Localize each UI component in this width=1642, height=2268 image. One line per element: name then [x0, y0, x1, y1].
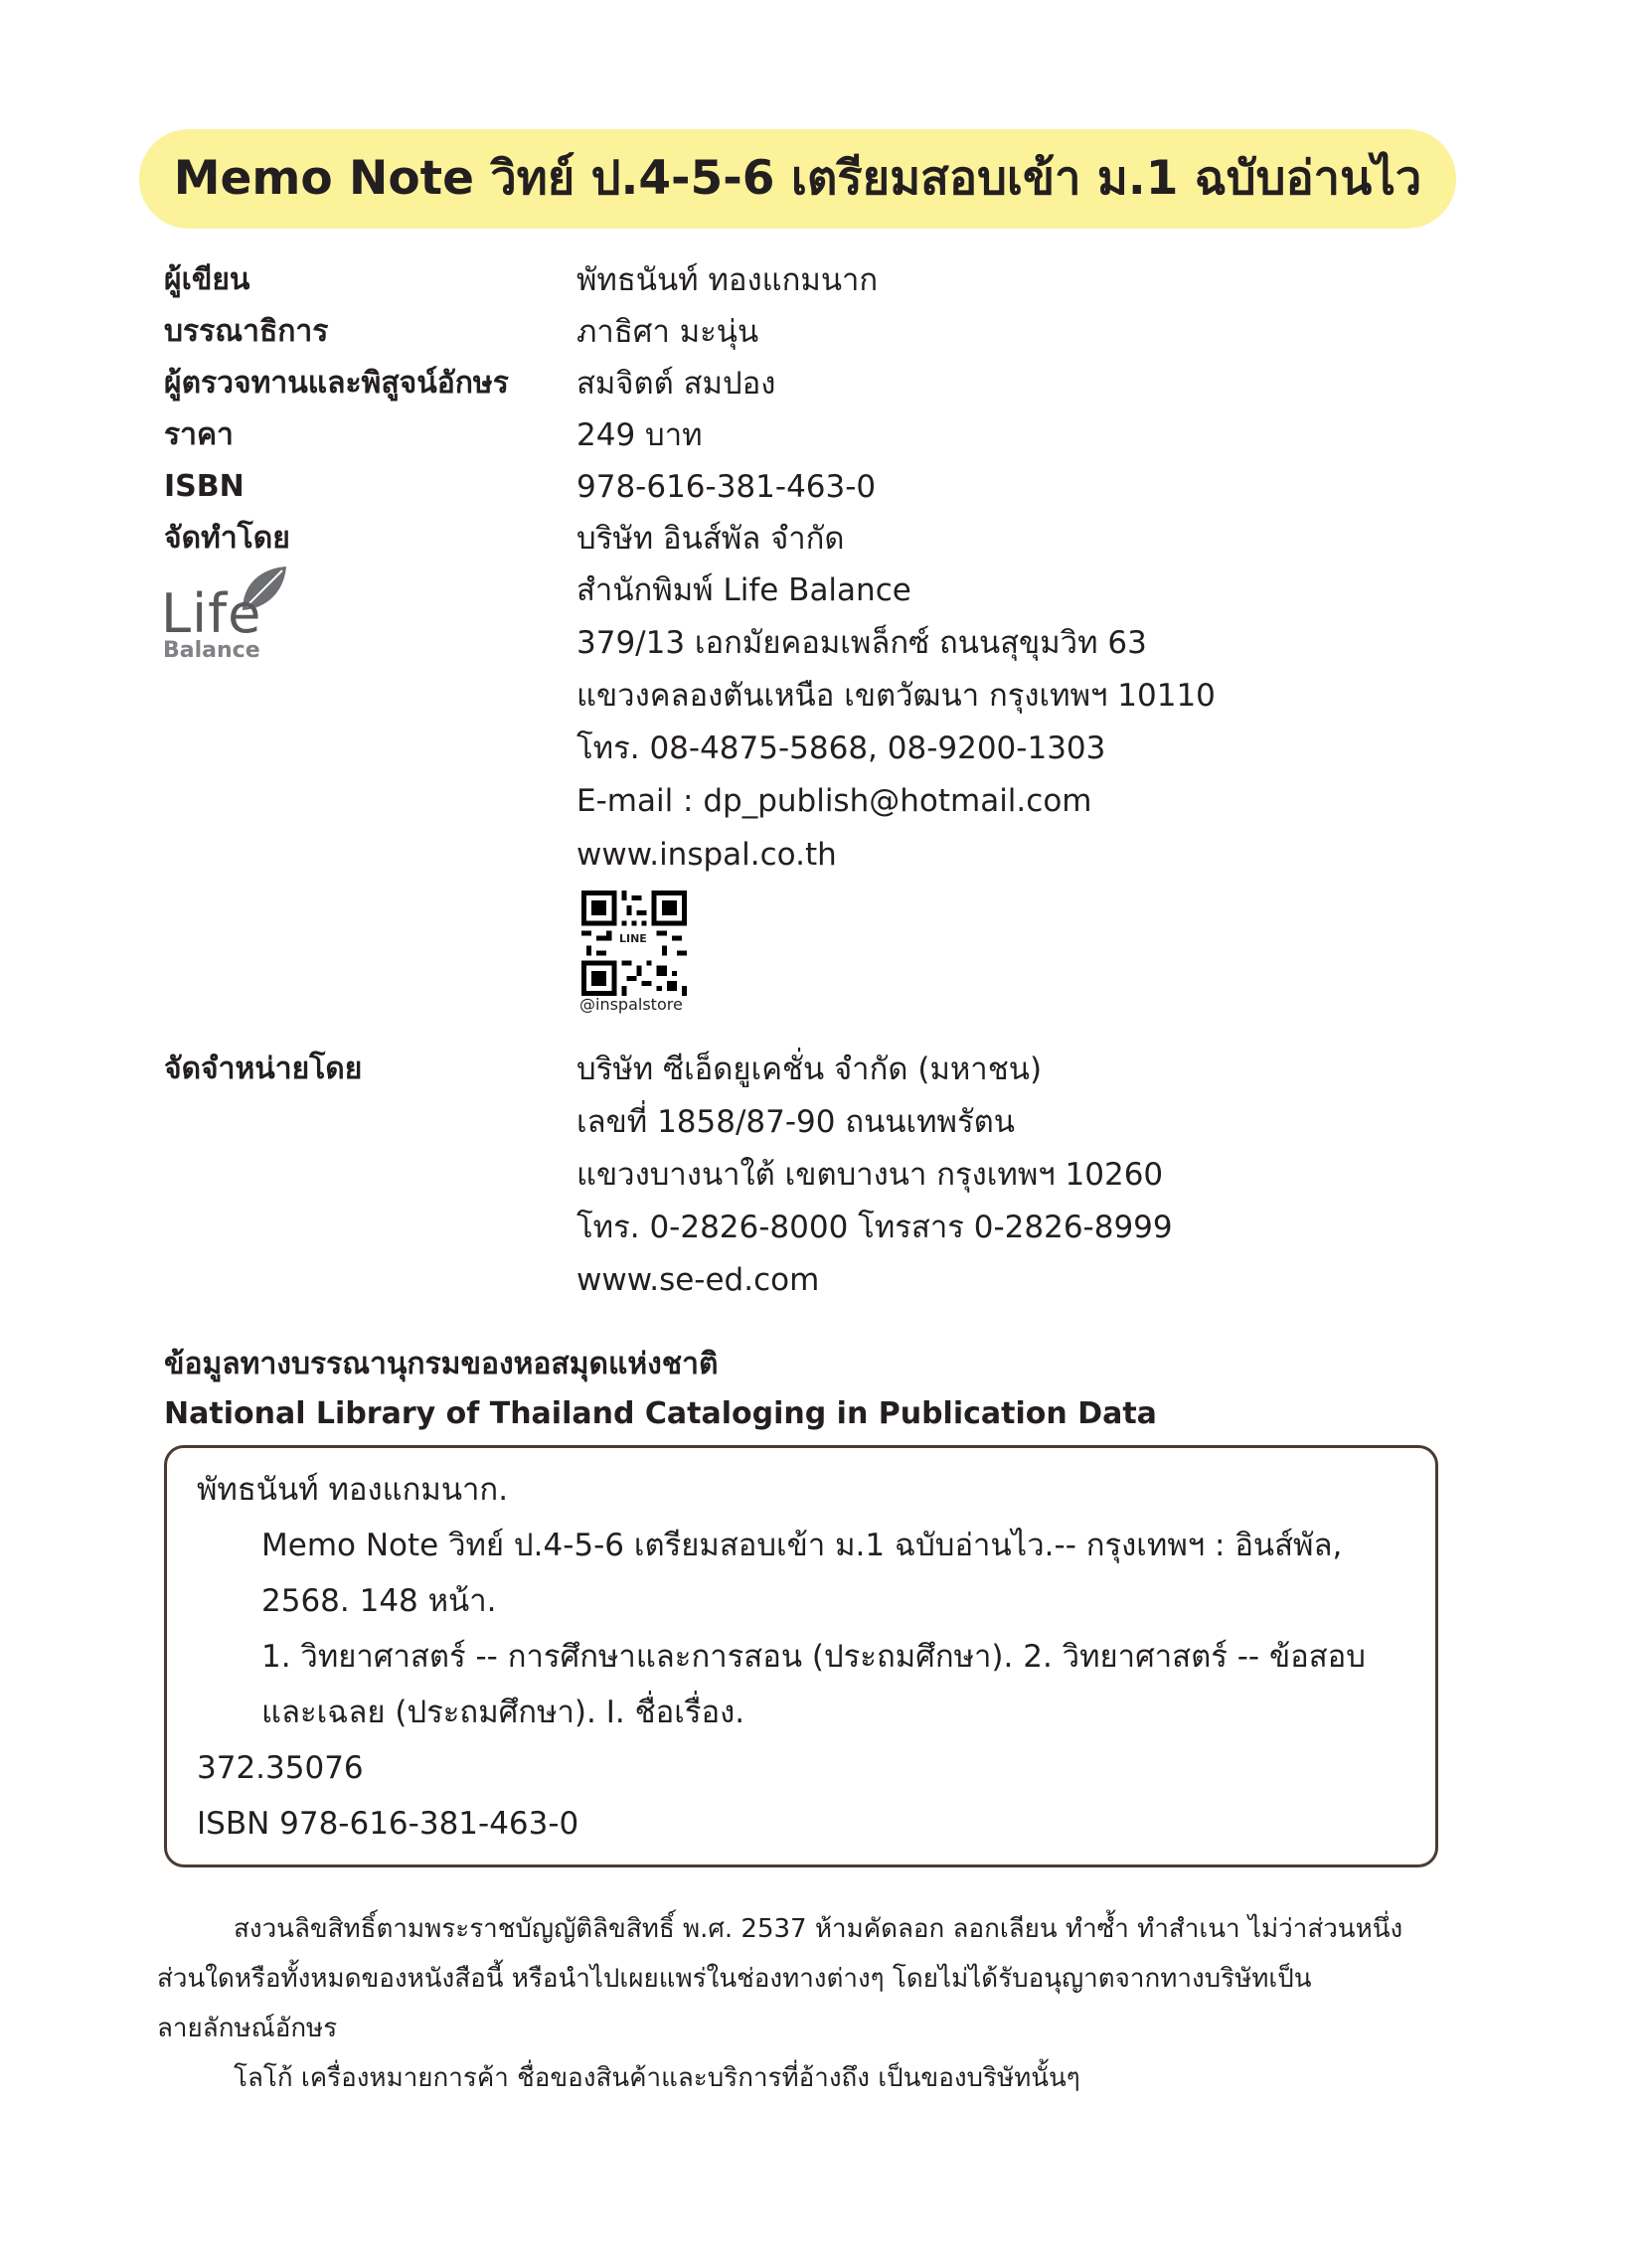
logo-word: Life [161, 582, 262, 645]
copyright-line: ส่วนใดหรือทั้งหมดของหนังสือนี้ หรือนำไปเผยแพร่ในช่องทางต่างๆ โดยไม่ได้รับอนุญาตจากทางบริษัทเป็น [157, 1964, 1312, 1994]
credit-row-author [0, 254, 1642, 306]
publisher-email: E-mail : dp_publish@hotmail.com [576, 783, 1092, 819]
credit-row-produced-by [0, 513, 1642, 565]
distributor-website: www.se-ed.com [576, 1262, 820, 1298]
cip-imprint-line: 2568. 148 หน้า. [261, 1583, 497, 1619]
credit-value: ภาธิศา มะนุ่น [576, 314, 759, 350]
credit-value: สมจิตต์ สมปอง [576, 366, 776, 402]
credit-label: จัดทำโดย [164, 521, 290, 556]
cip-data-box [164, 1445, 1438, 1867]
trademark-line: โลโก้ เครื่องหมายการค้า ชื่อของสินค้าและบริการที่อ้างถึง เป็นของบริษัทนั้นๆ [234, 2063, 1080, 2093]
distributor-line: โทร. 0-2826-8000 โทรสาร 0-2826-8999 [576, 1210, 1173, 1245]
credit-value: 249 บาท [576, 417, 703, 453]
credit-label: ผู้ตรวจทานและพิสูจน์อักษร [164, 366, 509, 401]
cip-heading-thai: ข้อมูลทางบรรณานุกรมของหอสมุดแห่งชาติ [164, 1347, 719, 1381]
life-balance-logo [159, 565, 288, 669]
credit-label: ราคา [164, 417, 234, 452]
credit-label: ISBN [164, 469, 245, 504]
qr-caption: @inspalstore [579, 995, 683, 1014]
distributor-line: เลขที่ 1858/87-90 ถนนเทพรัตน [576, 1104, 1015, 1140]
publisher-line: สำนักพิมพ์ Life Balance [576, 572, 911, 608]
cip-subject-line: และเฉลย (ประถมศึกษา). I. ชื่อเรื่อง. [261, 1695, 745, 1730]
logo-subword: Balance [163, 638, 260, 663]
distributor-line: แขวงบางนาใต้ เขตบางนา กรุงเทพฯ 10260 [576, 1157, 1164, 1193]
publisher-line: แขวงคลองตันเหนือ เขตวัฒนา กรุงเทพฯ 10110 [576, 678, 1216, 714]
cip-isbn: ISBN 978-616-381-463-0 [197, 1806, 579, 1842]
credit-row-editor [0, 306, 1642, 358]
credit-label: บรรณาธิการ [164, 314, 329, 349]
publisher-line: 379/13 เอกมัยคอมเพล็กซ์ ถนนสุขุมวิท 63 [576, 625, 1147, 661]
line-qr-code [581, 891, 687, 996]
book-title: Memo Note วิทย์ ป.4-5-6 เตรียมสอบเข้า ม.1 ฉบับอ่านไว [173, 151, 1422, 206]
credit-label: ผู้เขียน [164, 262, 250, 297]
cip-classification: 372.35076 [197, 1750, 364, 1786]
cip-subject-line: 1. วิทยาศาสตร์ -- การศึกษาและการสอน (ประถมศึกษา). 2. วิทยาศาสตร์ -- ข้อสอบ [261, 1639, 1366, 1675]
distributor-label: จัดจำหน่ายโดย [164, 1052, 363, 1086]
credit-row-price [0, 409, 1642, 461]
cip-title-line: Memo Note วิทย์ ป.4-5-6 เตรียมสอบเข้า ม.1 ฉบับอ่านไว.-- กรุงเทพฯ : อินส์พัล, [261, 1528, 1343, 1563]
cip-author: พัทธนันท์ ทองแกมนาก. [197, 1472, 509, 1508]
distributor-row [0, 1044, 1642, 1095]
distributor-line: บริษัท ซีเอ็ดยูเคชั่น จำกัด (มหาชน) [576, 1052, 1043, 1087]
copyright-line: ลายลักษณ์อักษร [157, 2014, 338, 2043]
qr-center-label: LINE [619, 932, 647, 945]
publisher-website: www.inspal.co.th [576, 837, 837, 873]
copyright-line: สงวนลิขสิทธิ์ตามพระราชบัญญัติลิขสิทธิ์ พ.ศ. 2537 ห้ามคัดลอก ลอกเลียน ทำซ้ำ ทำสำเนา ไม่ว่าส่วนหนึ่ง [234, 1914, 1403, 1944]
credit-value: บริษัท อินส์พัล จำกัด [576, 521, 845, 557]
credit-row-isbn [0, 461, 1642, 513]
credit-value: พัทธนันท์ ทองแกมนาก [576, 262, 879, 298]
credit-row-proofreader [0, 358, 1642, 409]
publisher-line: โทร. 08-4875-5868, 08-9200-1303 [576, 730, 1106, 766]
credit-value: 978-616-381-463-0 [576, 469, 877, 505]
cip-heading-english: National Library of Thailand Cataloging in Publication Data [164, 1396, 1157, 1431]
